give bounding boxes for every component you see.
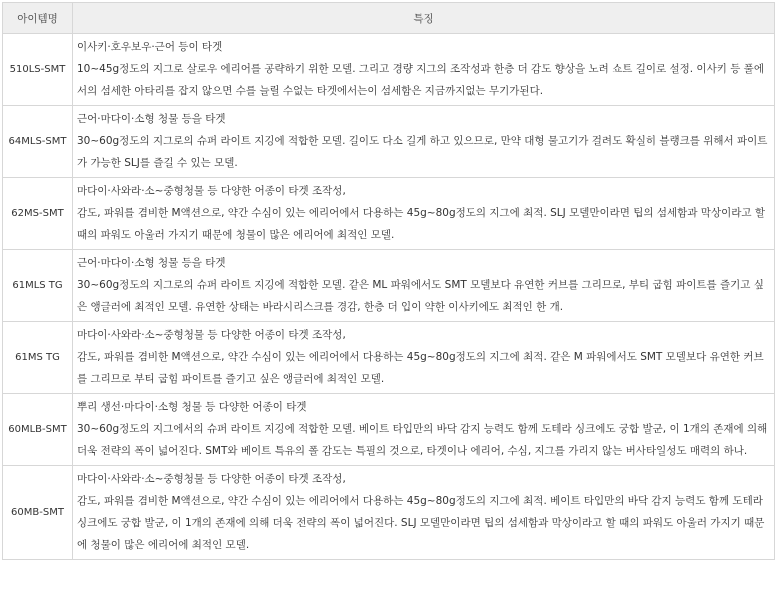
item-name-cell: 60MLB-SMT xyxy=(3,394,73,466)
header-features: 특징 xyxy=(73,3,775,34)
features-cell xyxy=(73,34,775,106)
features-cell xyxy=(73,106,775,178)
table-row xyxy=(3,322,775,394)
features-cell xyxy=(73,322,775,394)
features-cell xyxy=(73,178,775,250)
table-row xyxy=(3,466,775,560)
header-item-name: 아이템명 xyxy=(3,3,73,34)
item-name-cell: 61MS TG xyxy=(3,322,73,394)
item-name-cell: 62MS-SMT xyxy=(3,178,73,250)
target-line: 마다이·사와라·소~중형청물 등 다양한 어종이 타겟 조작성, xyxy=(77,185,346,197)
table-row xyxy=(3,106,775,178)
features-cell xyxy=(73,394,775,466)
item-name-cell: 61MLS TG xyxy=(3,250,73,322)
target-line: 마다이·사와라·소~중형청물 등 다양한 어종이 타겟 조작성, xyxy=(77,329,346,341)
product-table-container xyxy=(2,2,774,560)
description-text: 감도, 파워를 겸비한 M액션으로, 약간 수심이 있는 에리어에서 다용하는 45g~80g정도의 지그에 최적. 베이트 타입만의 바닥 감지 능력도 함께 도테라 싱크에도 궁합 발군, 이 1개의 존재에 의해 더욱 전략의 폭이 넓어진다. SLJ 모델만이라면 팁의 섬세함과 막상이라고 할 때의 파워도 아울러 가지기 때문에 청물이 많은 에리어에 최적인 모델. xyxy=(77,495,765,551)
description-text: 30~60g정도의 지그에서의 슈퍼 라이트 지깅에 적합한 모델. 베이트 타입만의 바닥 감지 능력도 함께 도테라 싱크에도 궁합 발군, 이 1개의 존재에 의해 더욱 전략의 폭이 넓어진다. SMT와 베이트 특유의 폴 감도는 특필의 것으로, 타겟이나 에리어, 수심, 지그를 가리지 않는 버사타일성도 매력의 하나. xyxy=(77,423,768,457)
target-line: 근어·마다이·소형 청물 등을 타겟 xyxy=(77,113,226,125)
item-name-cell: 510LS-SMT xyxy=(3,34,73,106)
item-name-cell: 64MLS-SMT xyxy=(3,106,73,178)
target-line: 이사키·호우보우·근어 등이 타겟 xyxy=(77,41,223,53)
table-row xyxy=(3,178,775,250)
description-text: 10~45g정도의 지그로 살로우 에리어를 공략하기 위한 모델. 그리고 경량 지그의 조작성과 한층 더 감도 향상을 노려 쇼트 길이로 설정. 이사키 등 풀에서의 섬세한 아타리를 잡지 않으면 수를 늘릴 수없는 타겟에서는이 섬세함은 지금까지없는 무기가된다. xyxy=(77,63,764,97)
target-line: 근어·마다이·소형 청물 등을 타겟 xyxy=(77,257,226,269)
description-text: 감도, 파워를 겸비한 M액션으로, 약간 수심이 있는 에리어에서 다용하는 45g~80g정도의 지그에 최적. 같은 M 파워에서도 SMT 모델보다 유연한 커브를 그리므로 부티 굽힘 파이트를 즐기고 싶은 앵글러에 최적인 모델. xyxy=(77,351,764,385)
description-text: 30~60g정도의 지그로의 슈퍼 라이트 지깅에 적합한 모델. 길이도 다소 길게 하고 있으므로, 만약 대형 물고기가 걸려도 확실히 블랭크를 위해서 파이트가 가능한 SLJ를 즐길 수 있는 모델. xyxy=(77,135,768,169)
features-cell xyxy=(73,250,775,322)
target-line: 마다이·사와라·소~중형청물 등 다양한 어종이 타겟 조작성, xyxy=(77,473,346,485)
table-header-row xyxy=(3,3,775,34)
table-row xyxy=(3,394,775,466)
table-row xyxy=(3,250,775,322)
table-row xyxy=(3,34,775,106)
item-name-cell: 60MB-SMT xyxy=(3,466,73,560)
product-features-table xyxy=(2,2,775,560)
description-text: 30~60g정도의 지그로의 슈퍼 라이트 지깅에 적합한 모델. 같은 ML 파워에서도 SMT 모델보다 유연한 커브를 그리므로, 부티 굽힘 파이트를 즐기고 싶은 앵글러에 최적인 모델. 유연한 상태는 바라시리스크를 경감, 한층 더 입이 약한 이사키에도 최적인 한 개. xyxy=(77,279,764,313)
description-text: 감도, 파워를 겸비한 M액션으로, 약간 수심이 있는 에리어에서 다용하는 45g~80g정도의 지그에 최적. SLJ 모델만이라면 팁의 섬세함과 막상이라고 할 때의 파워도 아울러 가지기 때문에 청물이 많은 에리어에 최적인 모델. xyxy=(77,207,765,241)
target-line: 뿌리 생선·마다이·소형 청물 등 다양한 어종이 타겟 xyxy=(77,401,307,413)
features-cell xyxy=(73,466,775,560)
